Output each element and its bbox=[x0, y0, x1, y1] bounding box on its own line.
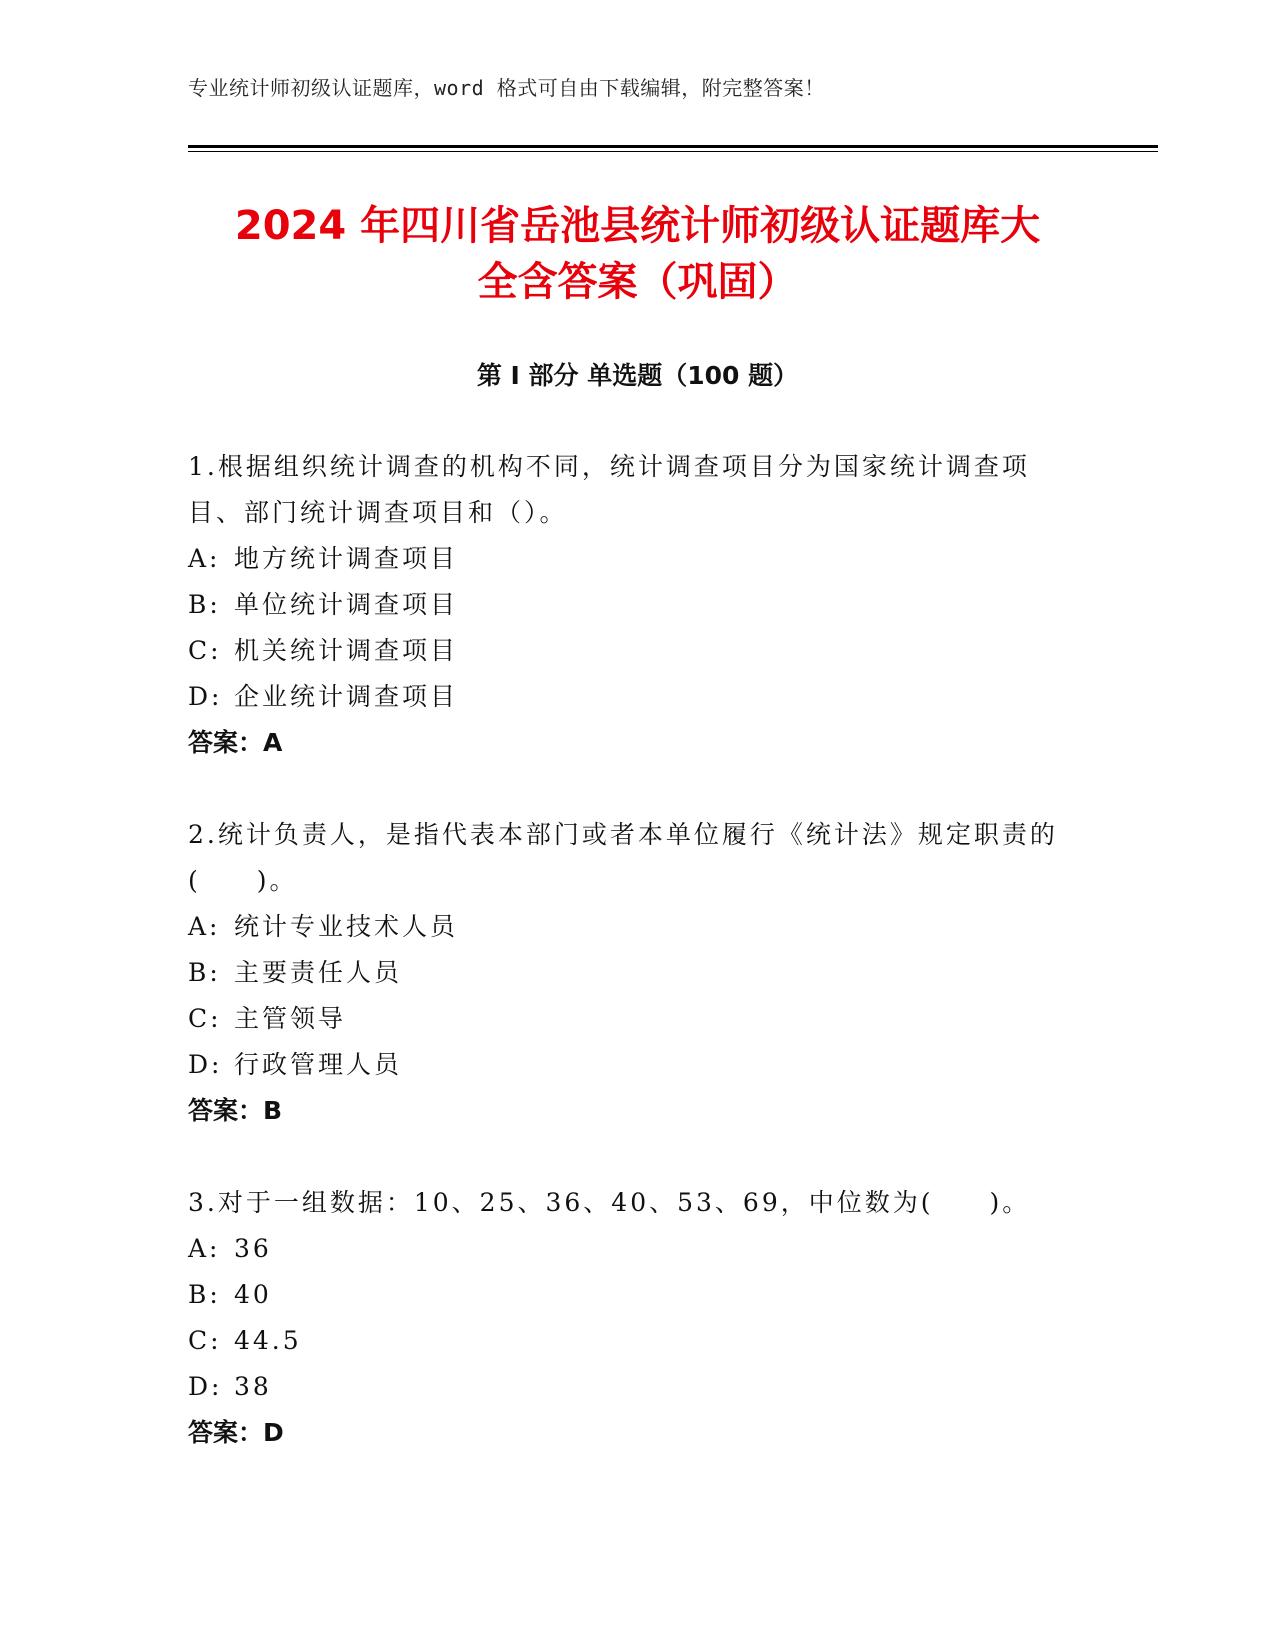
document-title-line-1: 2024 年四川省岳池县统计师初级认证题库大 bbox=[234, 203, 1041, 249]
option-letter: A: bbox=[188, 544, 221, 573]
option-d bbox=[188, 1042, 1068, 1088]
option-text: 44.5 bbox=[234, 1326, 302, 1355]
option-letter: B: bbox=[188, 590, 221, 619]
option-text: 地方统计调查项目 bbox=[234, 544, 459, 573]
option-text: 主要责任人员 bbox=[234, 958, 403, 987]
option-letter: A: bbox=[188, 1234, 221, 1263]
header-rule-thick bbox=[188, 145, 1158, 148]
option-text: 主管领导 bbox=[234, 1004, 347, 1033]
section-title: 第 I 部分 单选题（100 题） bbox=[476, 361, 799, 390]
option-text: 单位统计调查项目 bbox=[234, 590, 459, 619]
option-text: 企业统计调查项目 bbox=[234, 682, 459, 711]
question-stem: 2.统计负责人，是指代表本部门或者本单位履行《统计法》规定职责的( )。 bbox=[188, 820, 1058, 895]
question-3 bbox=[188, 1180, 1068, 1456]
question-stem: 3.对于一组数据：10、25、36、40、53、69，中位数为( )。 bbox=[188, 1188, 1031, 1217]
question-1 bbox=[188, 444, 1068, 766]
option-text: 40 bbox=[234, 1280, 272, 1309]
option-d bbox=[188, 1364, 1068, 1410]
option-text: 行政管理人员 bbox=[234, 1050, 403, 1079]
option-letter: A: bbox=[188, 912, 221, 941]
document-title-line-2: 全含答案（巩固） bbox=[477, 259, 798, 305]
header-rule-thin bbox=[188, 151, 1158, 152]
option-b bbox=[188, 1272, 1068, 1318]
header-note: 专业统计师初级认证题库，word 格式可自由下载编辑，附完整答案！ bbox=[188, 76, 825, 100]
answer-label: 答案：D bbox=[188, 1418, 284, 1447]
answer-label: 答案：A bbox=[188, 728, 283, 757]
option-d bbox=[188, 674, 1068, 720]
option-text: 38 bbox=[234, 1372, 272, 1401]
option-text: 统计专业技术人员 bbox=[234, 912, 459, 941]
option-letter: D: bbox=[188, 1372, 223, 1401]
option-letter: D: bbox=[188, 1050, 223, 1079]
option-letter: C: bbox=[188, 636, 222, 665]
option-a bbox=[188, 536, 1068, 582]
option-letter: B: bbox=[188, 1280, 221, 1309]
option-a bbox=[188, 1226, 1068, 1272]
option-b bbox=[188, 582, 1068, 628]
option-letter: C: bbox=[188, 1326, 222, 1355]
option-a bbox=[188, 904, 1068, 950]
option-c bbox=[188, 628, 1068, 674]
question-2 bbox=[188, 812, 1068, 1134]
option-c bbox=[188, 996, 1068, 1042]
option-text: 机关统计调查项目 bbox=[234, 636, 459, 665]
question-stem: 1.根据组织统计调查的机构不同，统计调查项目分为国家统计调查项目、部门统计调查项目和（）。 bbox=[188, 452, 1030, 527]
option-text: 36 bbox=[234, 1234, 272, 1263]
answer-label: 答案：B bbox=[188, 1096, 283, 1125]
option-letter: C: bbox=[188, 1004, 222, 1033]
question-list bbox=[188, 444, 1068, 1502]
option-letter: D: bbox=[188, 682, 223, 711]
option-b bbox=[188, 950, 1068, 996]
document-title bbox=[150, 198, 1125, 310]
option-c bbox=[188, 1318, 1068, 1364]
option-letter: B: bbox=[188, 958, 221, 987]
